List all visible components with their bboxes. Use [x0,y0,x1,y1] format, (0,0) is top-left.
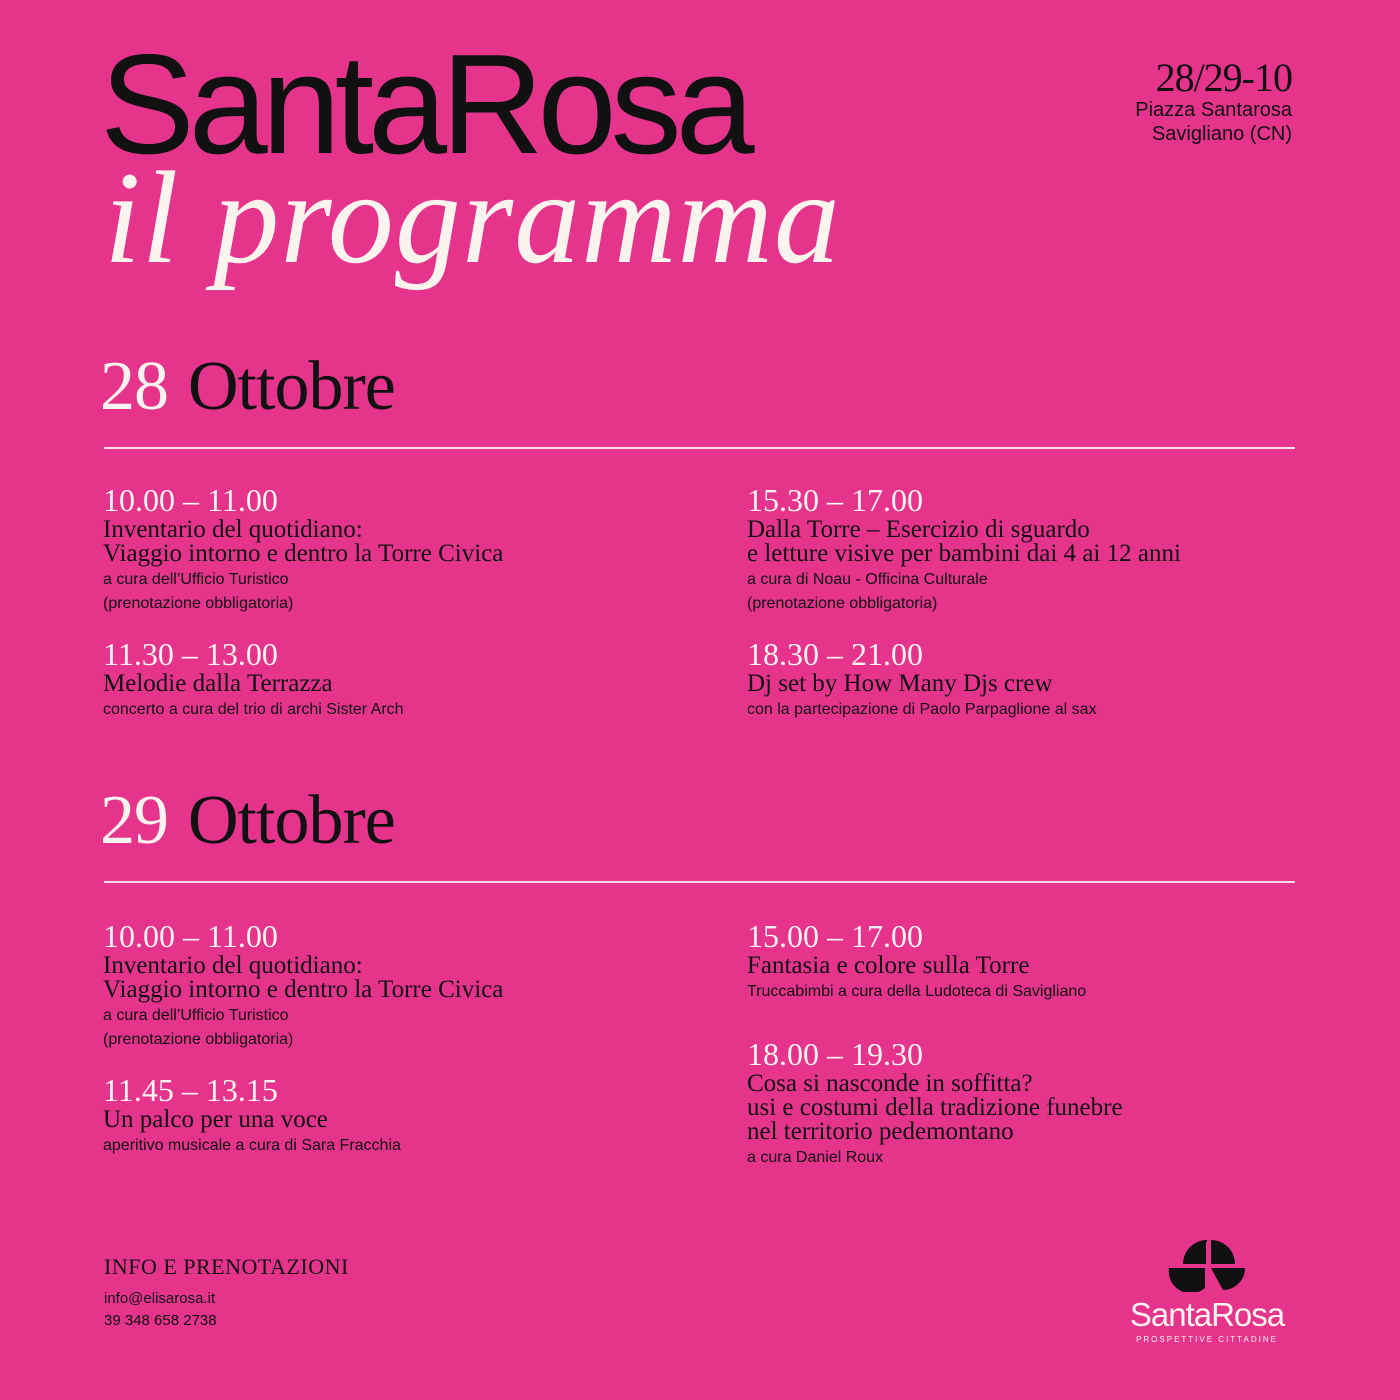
event-item [103,484,663,616]
event-time: 11.30 – 13.00 [103,636,278,672]
logo-tagline: PROSPETTIVE CITTADINE [1136,1335,1278,1344]
event-title [747,954,1307,978]
contact-email[interactable]: info@elisarosa.it [104,1290,216,1307]
brand-logo [1110,1236,1304,1344]
event-title [747,672,1307,696]
contact-info [104,1288,217,1332]
day-month: Ottobre [188,782,395,859]
event-title [103,954,663,1002]
event-time: 11.45 – 13.15 [103,1072,278,1108]
event-time: 10.00 – 11.00 [103,918,278,954]
event-item [103,638,663,722]
event-time: 18.00 – 19.30 [747,1036,923,1072]
event-notes [747,568,1307,616]
event-title-line: Viaggio intorno e dentro la Torre Civica [103,976,504,1003]
day-number: 29 [100,782,168,859]
event-title [747,518,1307,566]
santarosa-logo-icon [1167,1236,1247,1292]
event-notes [103,1004,663,1052]
divider [104,447,1295,449]
event-notes [103,698,663,722]
event-note: Truccabimbi a cura della Ludoteca di Savigliano [747,983,1087,1000]
event-item [747,920,1307,1004]
event-note: a cura dell’Ufficio Turistico [103,1007,289,1024]
day-heading-28 [100,348,395,425]
page-title: SantaRosa [100,25,749,184]
event-note: (prenotazione obbligatoria) [103,595,294,612]
day-month: Ottobre [188,348,395,425]
event-notes [103,568,663,616]
event-title-line: e letture visive per bambini dai 4 ai 12 anni [747,540,1181,567]
event-city: Savigliano (CN) [1151,123,1292,145]
contact-phone[interactable]: 39 348 658 2738 [104,1312,217,1329]
page-subtitle: il programma [104,144,841,291]
event-time: 15.30 – 17.00 [747,482,923,518]
event-notes [103,1134,663,1158]
event-title [747,1072,1307,1144]
event-note: (prenotazione obbligatoria) [103,1031,294,1048]
logo-wordmark: SantaRosa [1129,1296,1285,1333]
event-title-line: usi e costumi della tradizione funebre [747,1094,1123,1121]
event-note: (prenotazione obbligatoria) [747,595,938,612]
event-time: 10.00 – 11.00 [103,482,278,518]
event-title-line: nel territorio pedemontano [747,1118,1014,1145]
event-note: concerto a cura del trio di archi Sister Arch [103,701,404,718]
event-notes [747,1146,1307,1170]
event-title-line: Dj set by How Many Djs crew [747,670,1053,697]
event-title [103,672,663,696]
event-title-line: Fantasia e colore sulla Torre [747,952,1030,979]
event-venue: Piazza Santarosa [1135,99,1292,121]
event-note: aperitivo musicale a cura di Sara Fracchia [103,1137,401,1154]
event-item [747,638,1307,722]
divider [104,881,1295,883]
event-title [103,518,663,566]
event-title-line: Dalla Torre – Esercizio di sguardo [747,516,1090,543]
event-note: a cura dell’Ufficio Turistico [103,571,289,588]
event-title-line: Inventario del quotidiano: [103,952,363,979]
event-details [1135,55,1292,146]
event-notes [747,980,1307,1004]
event-time: 18.30 – 21.00 [747,636,923,672]
event-title [103,1108,663,1132]
day-number: 28 [100,348,168,425]
event-note: a cura Daniel Roux [747,1149,884,1166]
event-title-line: Inventario del quotidiano: [103,516,363,543]
day-heading-29 [100,782,395,859]
event-time: 15.00 – 17.00 [747,918,923,954]
event-title-line: Un palco per una voce [103,1106,328,1133]
event-note: a cura di Noau - Officina Culturale [747,571,988,588]
event-dates: 28/29-10 [1155,55,1292,100]
event-note: con la partecipazione di Paolo Parpaglione al sax [747,701,1097,718]
event-title-line: Viaggio intorno e dentro la Torre Civica [103,540,504,567]
event-notes [747,698,1307,722]
event-item [747,1038,1307,1170]
event-title-line: Melodie dalla Terrazza [103,670,333,697]
event-title-line: Cosa si nasconde in soffitta? [747,1070,1033,1097]
event-item [103,1074,663,1158]
event-item [747,484,1307,616]
event-item [103,920,663,1052]
info-heading: INFO E PRENOTAZIONI [104,1254,349,1279]
